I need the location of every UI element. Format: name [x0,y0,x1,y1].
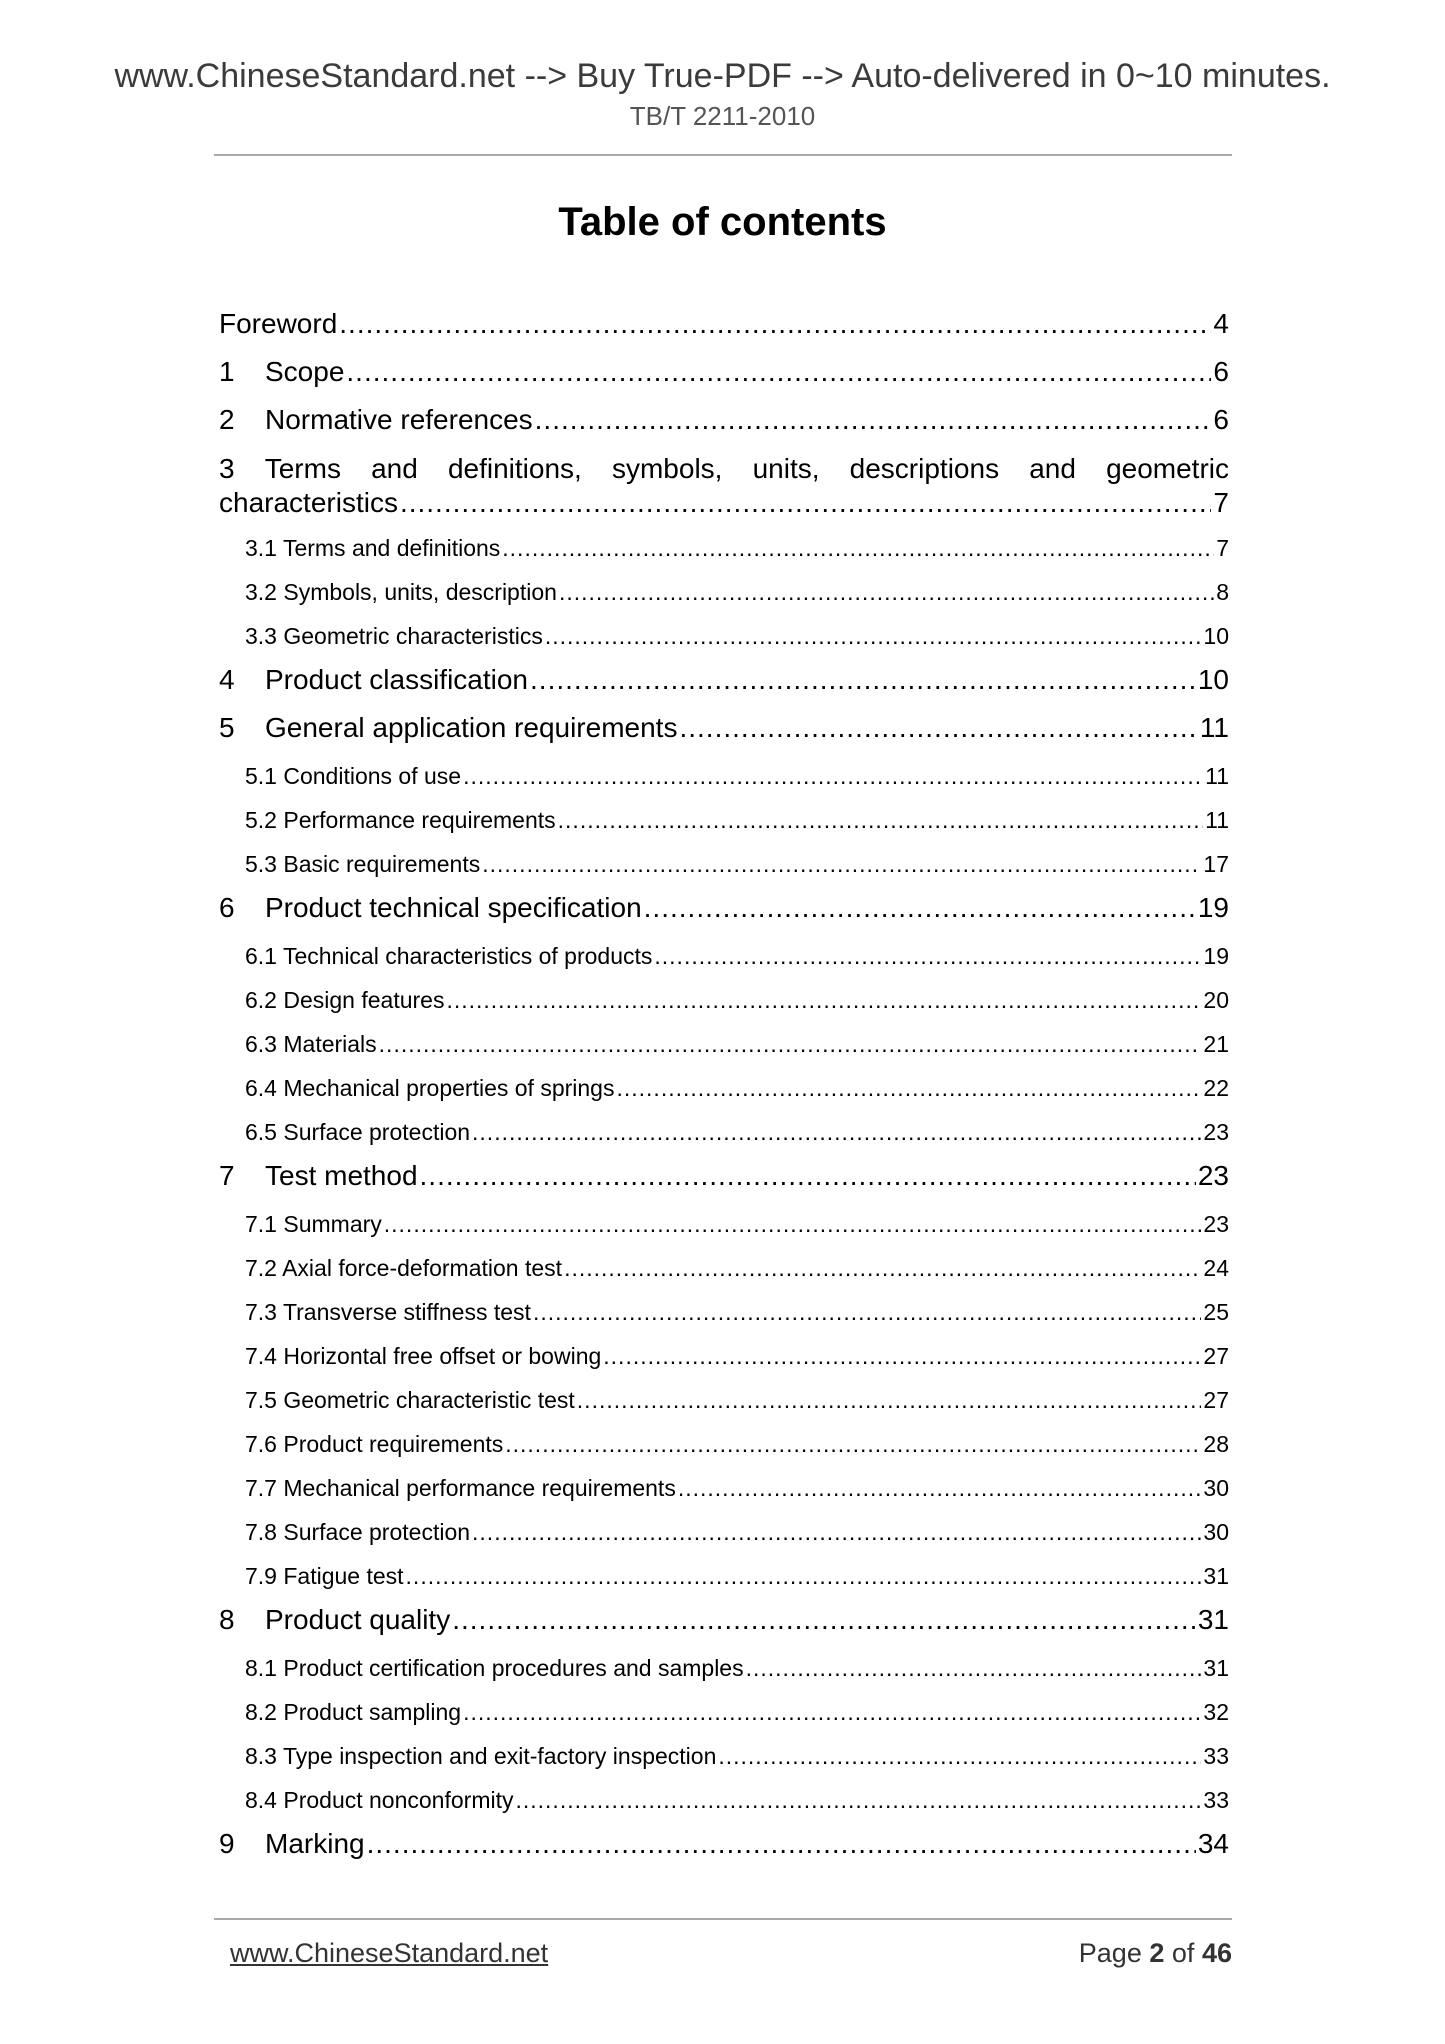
toc-leader-dots [535,398,1212,442]
toc-entry-label: 6.3 Materials [245,1031,377,1057]
toc-leader-dots [616,1066,1201,1110]
toc-entry-label: Foreword [219,308,338,339]
toc-entry-page: 27 [1203,1343,1229,1369]
toc-entry-page: 24 [1203,1255,1229,1281]
toc-entry-page: 34 [1197,1828,1229,1859]
toc-word: geometric [1106,453,1229,484]
toc-entry-page: 31 [1203,1563,1229,1589]
toc-entry-page: 10 [1203,623,1229,649]
toc-leader-dots [346,350,1211,394]
table-of-contents [219,302,1229,1870]
toc-entry-7-3[interactable] [219,1290,1229,1334]
toc-entry-page: 22 [1203,1075,1229,1101]
toc-entry-6-2[interactable] [219,978,1229,1022]
toc-entry-7[interactable] [219,1154,1229,1202]
toc-entry-8-3[interactable] [219,1734,1229,1778]
toc-word: descriptions [849,453,1000,484]
toc-leader-dots [718,1734,1201,1778]
toc-entry-label: 3.3 Geometric characteristics [245,623,543,649]
toc-entry-label: 5.3 Basic requirements [245,851,481,877]
toc-leader-dots [679,706,1197,750]
toc-entry-label: 7.8 Surface protection [245,1519,471,1545]
toc-entry-label: Product technical specification [265,892,642,923]
toc-entry-6-5[interactable] [219,1110,1229,1154]
toc-entry-5-3[interactable] [219,842,1229,886]
toc-entry-7-9[interactable] [219,1554,1229,1598]
toc-entry-page: 11 [1199,712,1229,743]
toc-entry-label: 7.2 Axial force-deformation test [245,1255,563,1281]
toc-entry-page: 33 [1203,1787,1229,1813]
toc-entry-page: 32 [1203,1699,1229,1725]
toc-entry-number: 4 [219,664,235,695]
toc-word: and [1029,453,1076,484]
toc-entry-label: 8.2 Product sampling [245,1699,462,1725]
toc-entry-page: 11 [1205,763,1229,789]
toc-leader-dots [502,526,1214,570]
toc-entry-7-2[interactable] [219,1246,1229,1290]
toc-leader-dots [530,658,1196,702]
toc-leader-dots [400,486,1211,520]
toc-leader-dots [420,1154,1196,1198]
toc-entry-page: 10 [1197,664,1229,695]
toc-entry-page: 23 [1203,1119,1229,1145]
toc-leader-dots [559,570,1214,614]
toc-leader-dots [577,1378,1202,1422]
toc-entry-5-2[interactable] [219,798,1229,842]
toc-entry-3-line2 [219,486,1229,520]
page-footer [230,1936,1232,1970]
toc-entry-page: 31 [1197,1604,1229,1635]
toc-entry-page: 23 [1197,1160,1229,1191]
toc-entry-7-1[interactable] [219,1202,1229,1246]
toc-entry-label: 7.5 Geometric characteristic test [245,1387,575,1413]
toc-entry-page: 17 [1203,851,1229,877]
toc-entry-5-1[interactable] [219,754,1229,798]
toc-leader-dots [463,1690,1201,1734]
toc-entry-page: 28 [1203,1431,1229,1457]
toc-leader-dots [463,754,1203,798]
toc-entry-page: 4 [1213,308,1229,339]
page-current: 2 [1149,1938,1165,1968]
toc-entry-page: 11 [1205,807,1229,833]
toc-entry-6-1[interactable] [219,934,1229,978]
toc-leader-dots [446,978,1201,1022]
toc-entry-9[interactable] [219,1822,1229,1870]
toc-entry-page: 19 [1197,892,1229,923]
toc-entry-label: 3.1 Terms and definitions [245,535,501,561]
toc-entry-label: 5.2 Performance requirements [245,807,556,833]
toc-entry-label: 3.2 Symbols, units, description [245,579,557,605]
toc-word: symbols, [611,453,723,484]
toc-entry-label: 6.1 Technical characteristics of products [245,943,653,969]
toc-leader-dots [482,842,1201,886]
toc-entry-number: 3 [219,453,235,484]
toc-entry-page: 25 [1203,1299,1229,1325]
toc-entry-page: 8 [1216,579,1229,605]
toc-entry-1[interactable] [219,350,1229,398]
toc-entry-7-6[interactable] [219,1422,1229,1466]
toc-word: units, [752,453,820,484]
toc-entry-page: 27 [1203,1387,1229,1413]
toc-leader-dots [452,1598,1196,1642]
toc-entry-label: 7.9 Fatigue test [245,1563,404,1589]
toc-leader-dots [367,1822,1196,1866]
page-total: 46 [1201,1938,1232,1968]
toc-entry-label: Product quality [265,1604,451,1635]
toc-entry-page: 7 [1213,487,1229,518]
toc-word: definitions, [447,453,582,484]
toc-entry-8[interactable] [219,1598,1229,1646]
page-indicator [1079,1936,1232,1970]
toc-leader-dots [379,1022,1202,1066]
toc-entry-6-3[interactable] [219,1022,1229,1066]
toc-entry-2[interactable] [219,398,1229,446]
toc-entry-7-8[interactable] [219,1510,1229,1554]
toc-leader-dots [533,1290,1201,1334]
document-code: TB/T 2211-2010 [629,101,816,131]
toc-entry-number: 8 [219,1604,235,1635]
toc-leader-dots [384,1202,1202,1246]
toc-entry-6-4[interactable] [219,1066,1229,1110]
toc-entry-7-5[interactable] [219,1378,1229,1422]
toc-entry-label: General application requirements [265,712,678,743]
toc-entry-label: Scope [265,356,345,387]
header-banner-text[interactable]: www.ChineseStandard.net --> Buy True-PDF --> Auto-delivered in 0~10 minutes. [114,57,1331,95]
toc-entry-label: Marking [265,1828,365,1859]
toc-entry-3-3[interactable] [219,614,1229,658]
toc-entry-label: 7.7 Mechanical performance requirements [245,1475,676,1501]
toc-leader-dots [515,1778,1201,1822]
toc-entry-number: 7 [219,1160,235,1191]
footer-website-link[interactable]: www.ChineseStandard.net [230,1938,549,1968]
toc-entry-5[interactable] [219,706,1229,754]
toc-entry-label: 7.1 Summary [245,1211,382,1237]
toc-entry-label: Test method [265,1160,418,1191]
toc-entry-page: 23 [1203,1211,1229,1237]
toc-entry-label: 6.2 Design features [245,987,445,1013]
toc-entry-foreword[interactable] [219,302,1229,350]
toc-entry-page: 6 [1213,356,1229,387]
toc-entry-page: 33 [1203,1743,1229,1769]
toc-entry-label: 6.4 Mechanical properties of springs [245,1075,615,1101]
toc-entry-page: 7 [1216,535,1229,561]
toc-leader-dots [644,886,1196,930]
toc-word: and [371,453,418,484]
toc-entry-number: 5 [219,712,235,743]
footer-divider [214,1918,1232,1920]
toc-leader-dots [564,1246,1201,1290]
toc-entry-3-line1 [219,452,1229,486]
toc-entry-page: 21 [1203,1031,1229,1057]
toc-entry-8-4[interactable] [219,1778,1229,1822]
toc-leader-dots [545,614,1202,658]
toc-entry-6[interactable] [219,886,1229,934]
toc-entry-number: 1 [219,356,235,387]
toc-leader-dots [558,798,1203,842]
toc-entry-number: 2 [219,404,235,435]
toc-leader-dots [472,1110,1201,1154]
page-of: of [1171,1938,1195,1968]
toc-entry-number: 6 [219,892,235,923]
page-prefix: Page [1078,1938,1142,1968]
toc-entry-page: 30 [1203,1475,1229,1501]
toc-leader-dots [746,1646,1202,1690]
toc-entry-label: 6.5 Surface protection [245,1119,471,1145]
toc-entry-4[interactable] [219,658,1229,706]
toc-entry-page: 19 [1203,943,1229,969]
toc-leader-dots [654,934,1201,978]
toc-leader-dots [472,1510,1201,1554]
toc-leader-dots [678,1466,1202,1510]
header-divider [214,154,1232,156]
toc-leader-dots [505,1422,1201,1466]
toc-entry-8-1[interactable] [219,1646,1229,1690]
toc-entry-label: Normative references [265,404,533,435]
page-header [0,56,1445,132]
toc-entry-label: characteristics [219,487,398,518]
toc-leader-dots [603,1334,1201,1378]
toc-entry-label: 7.4 Horizontal free offset or bowing [245,1343,602,1369]
toc-entry-3[interactable] [219,446,1229,526]
toc-entry-8-2[interactable] [219,1690,1229,1734]
toc-entry-page: 31 [1203,1655,1229,1681]
toc-leader-dots [406,1554,1202,1598]
toc-entry-3-2[interactable] [219,570,1229,614]
toc-entry-label: 8.4 Product nonconformity [245,1787,514,1813]
toc-entry-3-1[interactable] [219,526,1229,570]
toc-entry-page: 30 [1203,1519,1229,1545]
toc-entry-label: 8.3 Type inspection and exit-factory inspection [245,1743,717,1769]
toc-entry-label: 7.6 Product requirements [245,1431,504,1457]
page-title: Table of contents [558,200,887,244]
toc-entry-page: 20 [1203,987,1229,1013]
toc-entry-label: 5.1 Conditions of use [245,763,462,789]
toc-entry-7-7[interactable] [219,1466,1229,1510]
toc-entry-number: 9 [219,1828,235,1859]
toc-entry-label: Product classification [265,664,529,695]
toc-entry-label: 8.1 Product certification procedures and samples [245,1655,744,1681]
toc-word: Terms [264,453,341,484]
toc-leader-dots [339,302,1211,346]
toc-entry-label: 7.3 Transverse stiffness test [245,1299,531,1325]
toc-entry-page: 6 [1213,404,1229,435]
toc-entry-7-4[interactable] [219,1334,1229,1378]
